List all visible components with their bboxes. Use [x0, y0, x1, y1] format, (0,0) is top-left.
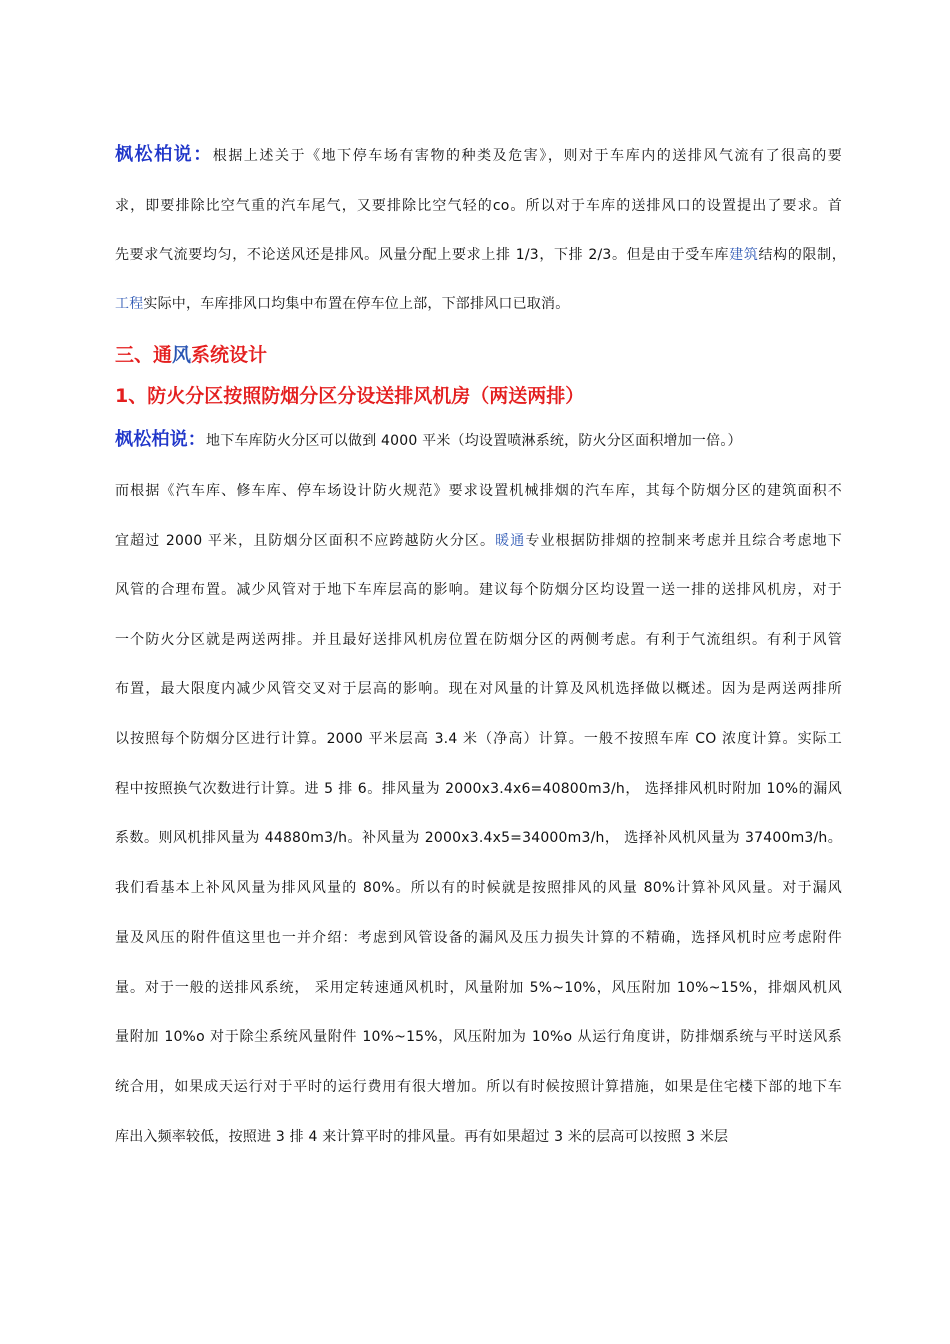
para3-line12 — [115, 1027, 842, 1047]
para3-text-12: 量附加 10%o 对于除尘系统风量附件 10%~15%，风压附加为 10%o 从运行角度讲，防排烟系统与平时送风系 — [115, 1029, 842, 1045]
para3-line9 — [115, 878, 842, 898]
para3-line7 — [115, 779, 842, 799]
section-heading — [115, 343, 267, 367]
para1-text-2: 求，即要排除比空气重的汽车尾气，又要排除比空气轻的co。所以对于车库的送排风口的设置提出了要求。首 — [115, 198, 842, 214]
para3-text-1: 而根据《汽车库、修车库、停车场设计防火规范》要求设置机械排烟的汽车库，其每个防烟分区的建筑面积不 — [115, 483, 842, 499]
para3-text-4: 一个防火分区就是两送两排。并且最好送排风机房位置在防烟分区的两侧考虑。有利于气流组织。有利于风管 — [115, 632, 842, 648]
para1-text-3b: 结构的限制， — [758, 247, 846, 263]
link-jianzhu[interactable]: 建筑 — [729, 247, 759, 263]
para3-line13 — [115, 1077, 842, 1097]
para1-line1 — [115, 145, 842, 166]
para3-text-14: 库出入频率较低，按照进 3 排 4 来计算平时的排风量。再有如果超过 3 米的层高可以按照 3 米层 — [115, 1129, 729, 1145]
para3-line11 — [115, 978, 842, 998]
para3-text-3: 风管的合理布置。减少风管对于地下车库层高的影响。建议每个防烟分区均设置一送一排的送排风机房，对于 — [115, 582, 842, 598]
para2-text: 地下车库防火分区可以做到 4000 平米（均设置喷淋系统，防火分区面积增加一倍。） — [206, 433, 742, 449]
para3-text-5: 布置，最大限度内减少风管交叉对于层高的影响。现在对风量的计算及风机选择做以概述。因为是两送两排所 — [115, 681, 842, 697]
para3-line10 — [115, 928, 842, 948]
para3-text-8: 系数。则风机排风量为 44880m3/h。补风量为 2000x3.4x5=34000m3/h， 选择补风机风量为 37400m3/h。 — [115, 830, 842, 846]
section-heading-a: 三、通 — [115, 344, 173, 366]
para1-line4 — [115, 294, 842, 314]
para3-line6 — [115, 729, 842, 749]
speaker-label: 枫松柏说： — [115, 144, 213, 165]
para2-line — [115, 430, 842, 451]
para3-line1 — [115, 481, 842, 501]
para3-text-11: 量。对于一般的送排风系统， 采用定转速通风机时，风量附加 5%~10%，风压附加 10%~15%，排烟风机风 — [115, 980, 842, 996]
para3-text-2a: 宜超过 2000 平米，且防烟分区面积不应跨越防火分区。 — [115, 533, 496, 549]
subsection-heading: 1、防火分区按照防烟分区分设送排风机房（两送两排） — [115, 385, 585, 407]
para1-text-1: 根据上述关于《地下停车场有害物的种类及危害》，则对于车库内的送排风气流有了很高的要 — [212, 148, 843, 164]
para3-line2 — [115, 531, 842, 551]
para3-text-13: 统合用，如果成天运行对于平时的运行费用有很大增加。所以有时候按照计算措施，如果是住宅楼下部的地下车 — [115, 1079, 842, 1095]
para3-text-2b: 专业根据防排烟的控制来考虑并且综合考虑地下 — [525, 533, 842, 549]
para3-line3 — [115, 580, 842, 600]
para1-text-4: 实际中，车库排风口均集中布置在停车位上部，下部排风口已取消。 — [143, 296, 570, 312]
para3-line5 — [115, 679, 842, 699]
para1-line3 — [115, 245, 846, 265]
section-heading-c: 系统设计 — [191, 344, 268, 366]
speaker-label-2: 枫松柏说： — [115, 429, 206, 450]
para3-text-9: 我们看基本上补风风量为排风风量的 80%。所以有的时候就是按照排风的风量 80%计算补风风量。对于漏风 — [115, 880, 842, 896]
para3-line8 — [115, 828, 842, 848]
para1-line2 — [115, 196, 842, 216]
link-gongcheng[interactable]: 工程 — [115, 296, 144, 312]
para1-text-3a: 先要求气流要均匀，不论送风还是排风。风量分配上要求上排 1/3，下排 2/3。但是由于受车库 — [115, 247, 730, 263]
para3-text-10: 量及风压的附件值这里也一并介绍：考虑到风管设备的漏风及压力损失计算的不精确，选择风机时应考虑附件 — [115, 930, 842, 946]
para3-text-7: 程中按照换气次数进行计算。进 5 排 6。排风量为 2000x3.4x6=40800m3/h， 选择排风机时附加 10%的漏风 — [115, 781, 842, 797]
para3-line4 — [115, 630, 842, 650]
para3-line14 — [115, 1127, 842, 1147]
link-nuantong[interactable]: 暖通 — [495, 533, 526, 549]
para3-text-6: 以按照每个防烟分区进行计算。2000 平米层高 3.4 米（净高）计算。一般不按照车库 CO 浓度计算。实际工 — [115, 731, 842, 747]
section-heading-b: 风 — [172, 344, 192, 366]
